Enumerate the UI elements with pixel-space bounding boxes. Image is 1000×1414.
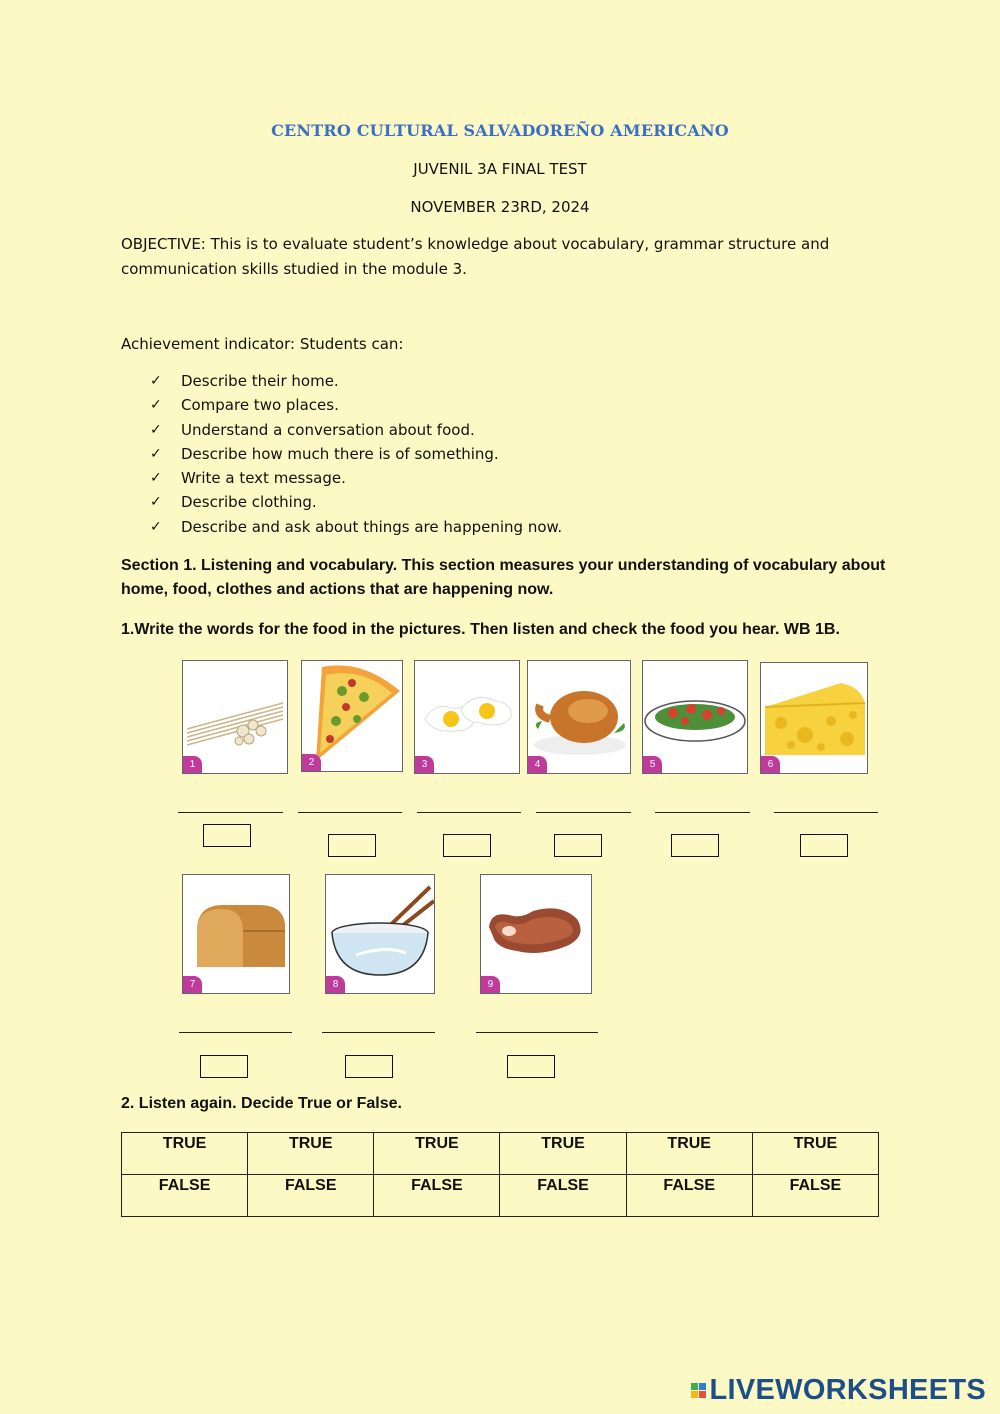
list-item: ✓ Describe and ask about things are happening now. [150, 515, 562, 539]
check-box-6[interactable] [800, 834, 848, 857]
section1-heading: Section 1. Listening and vocabulary. This section measures your understanding of vocabulary about home, food, clothes and actions that are happening now. [121, 557, 886, 598]
check-box-7[interactable] [200, 1055, 248, 1078]
bread-icon [183, 875, 289, 993]
objective-paragraph: OBJECTIVE: This is to evaluate student’s knowledge about vocabulary, grammar structure and communication skills studied in the module 3. [121, 235, 830, 278]
false-cell[interactable]: FALSE [500, 1175, 626, 1217]
table-row [122, 1133, 879, 1175]
table-row [122, 1175, 879, 1217]
picture-6: 6 [760, 662, 868, 774]
true-cell[interactable]: TRUE [626, 1133, 752, 1175]
exercise2-instruction: 2. Listen again. Decide True or False. [121, 1095, 402, 1112]
test-name: JUVENIL 3A FINAL TEST [413, 160, 587, 178]
true-cell[interactable]: TRUE [752, 1133, 878, 1175]
steak-icon [481, 875, 591, 993]
list-item: ✓ Write a text message. [150, 466, 562, 490]
false-cell[interactable]: FALSE [374, 1175, 500, 1217]
answer-line-3[interactable] [417, 812, 521, 813]
picture-2: 2 [301, 660, 403, 772]
list-item: ✓ Compare two places. [150, 393, 562, 417]
list-item: ✓ Understand a conversation about food. [150, 418, 562, 442]
answer-line-9[interactable] [476, 1032, 598, 1033]
false-cell[interactable]: FALSE [248, 1175, 374, 1217]
check-box-4[interactable] [554, 834, 602, 857]
picture-8: 8 [325, 874, 435, 994]
false-cell[interactable]: FALSE [752, 1175, 878, 1217]
check-icon: ✓ [150, 518, 162, 535]
answer-line-1[interactable] [178, 812, 283, 813]
logo-text: LIVEWORKSHEETS [709, 1374, 986, 1406]
check-icon: ✓ [150, 445, 162, 462]
noodles-icon [183, 661, 287, 773]
picture-4: 4 [527, 660, 631, 774]
fried-eggs-icon [415, 661, 519, 773]
liveworksheets-logo[interactable] [691, 1374, 987, 1407]
roast-chicken-icon [528, 661, 630, 773]
check-icon: ✓ [150, 494, 162, 511]
check-icon: ✓ [150, 397, 162, 414]
achievement-intro: Achievement indicator: Students can: [121, 335, 404, 353]
list-item: ✓ Describe their home. [150, 369, 562, 393]
answer-line-2[interactable] [298, 812, 402, 813]
check-box-3[interactable] [443, 834, 491, 857]
false-cell[interactable]: FALSE [626, 1175, 752, 1217]
picture-1: 1 [182, 660, 288, 774]
check-box-9[interactable] [507, 1055, 555, 1078]
test-date: NOVEMBER 23RD, 2024 [410, 198, 590, 216]
true-cell[interactable]: TRUE [500, 1133, 626, 1175]
picture-5: 5 [642, 660, 748, 774]
check-box-8[interactable] [345, 1055, 393, 1078]
check-icon: ✓ [150, 373, 162, 389]
picture-3: 3 [414, 660, 520, 774]
list-item: ✓ Describe clothing. [150, 490, 562, 514]
list-item: ✓ Describe how much there is of something. [150, 442, 562, 466]
check-box-2[interactable] [328, 834, 376, 857]
answer-line-6[interactable] [774, 812, 878, 813]
answer-line-4[interactable] [536, 812, 631, 813]
cheese-icon [761, 663, 867, 773]
rice-bowl-icon [326, 875, 434, 993]
answer-line-7[interactable] [179, 1032, 292, 1033]
check-icon: ✓ [150, 421, 162, 438]
true-false-table [121, 1132, 879, 1217]
salad-icon [643, 661, 747, 773]
true-cell[interactable]: TRUE [122, 1133, 248, 1175]
check-box-1[interactable] [203, 824, 251, 847]
achievement-list [150, 369, 562, 539]
institution-title: CENTRO CULTURAL SALVADOREÑO AMERICANO [271, 121, 729, 140]
true-cell[interactable]: TRUE [248, 1133, 374, 1175]
picture-7: 7 [182, 874, 290, 994]
false-cell[interactable]: FALSE [122, 1175, 248, 1217]
answer-line-8[interactable] [322, 1032, 435, 1033]
exercise1-instruction: 1.Write the words for the food in the pictures. Then listen and check the food you hear. WB 1B. [121, 621, 840, 638]
logo-mark-icon [691, 1383, 706, 1398]
answer-line-5[interactable] [655, 812, 750, 813]
picture-9: 9 [480, 874, 592, 994]
true-cell[interactable]: TRUE [374, 1133, 500, 1175]
check-box-5[interactable] [671, 834, 719, 857]
check-icon: ✓ [150, 470, 162, 487]
